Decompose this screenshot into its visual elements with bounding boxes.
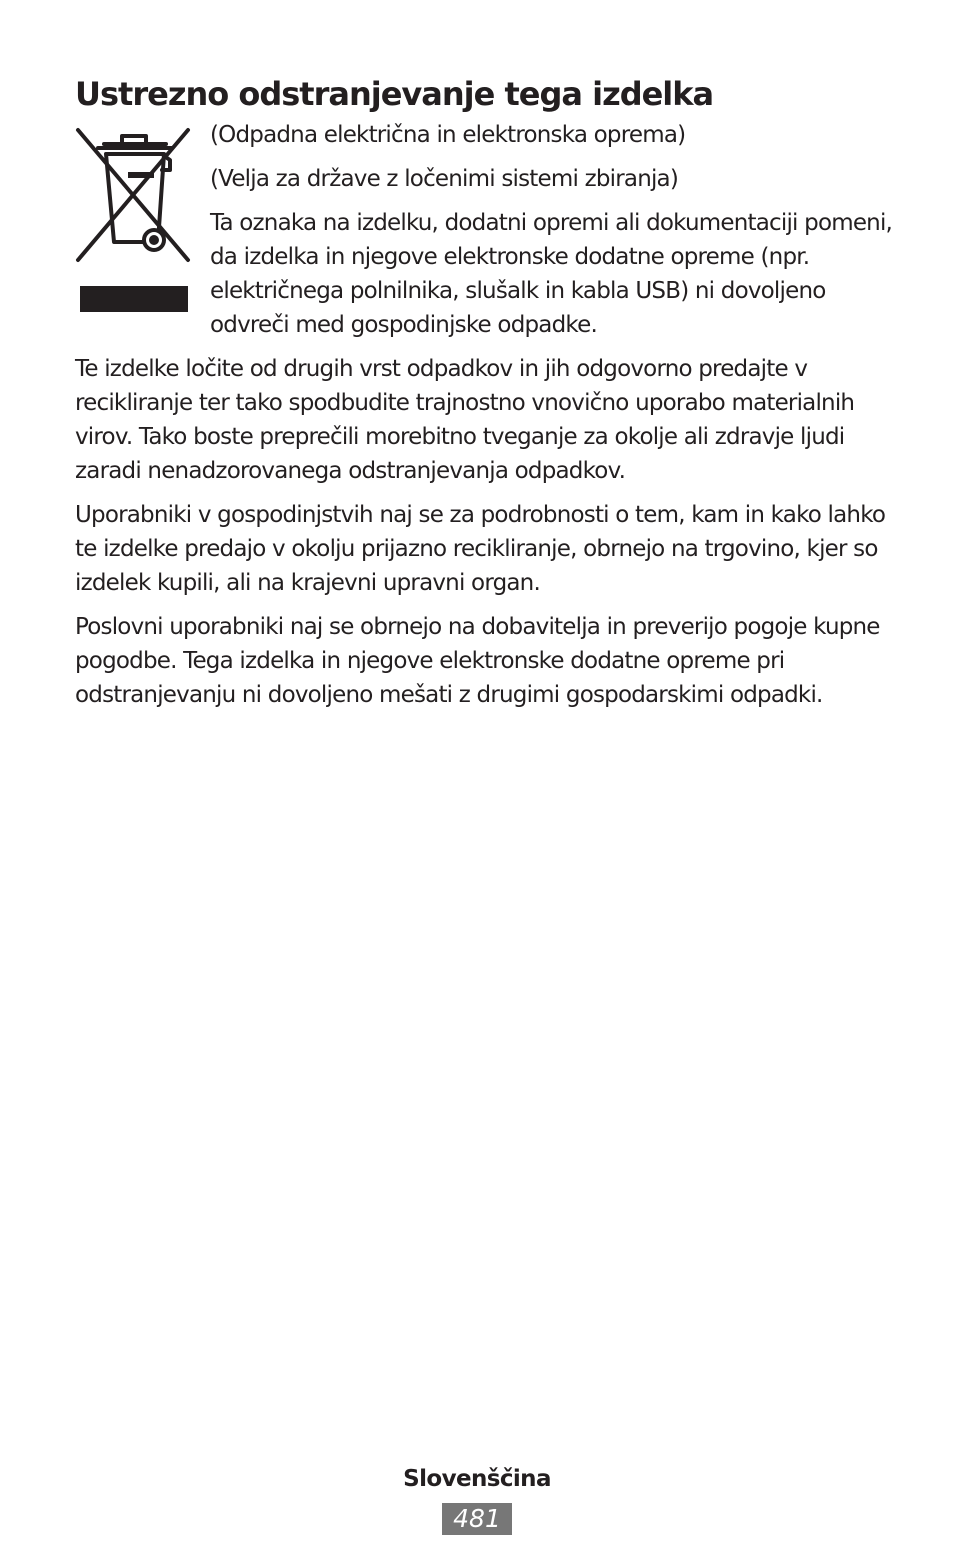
page-number-badge: 481 xyxy=(442,1503,512,1535)
paragraph: Uporabniki v gospodinjstvih naj se za podrobnosti o tem, kam in kako lahko te izdelke predajo v okolju prijazno recikliranje, obrnejo na trgovino, kjer so izdelek kupili, ali na krajevni upravni organ. xyxy=(75,502,886,596)
page-title: Ustrezno odstranjevanje tega izdelka xyxy=(75,75,714,113)
body-text xyxy=(75,352,905,722)
intro-line: Ta oznaka na izdelku, dodatni opremi ali dokumentaciji pomeni, da izdelka in njegove elektronske dodatne opreme (npr. električnega polnilnika, slušalk in kabla USB) ni dovoljeno odvreči med gospodinjske odpadke. xyxy=(210,210,893,338)
paragraph: Te izdelke ločite od drugih vrst odpadkov in jih odgovorno predajte v recikliranje ter tako spodbudite trajnostno vnovično uporabo materialnih virov. Tako boste preprečili morebitno tveganje za okolje ali zdravje ljudi zaradi nenadzorovanega odstranjevanja odpadkov. xyxy=(75,356,855,484)
crossed-out-wheelie-bin-icon xyxy=(74,124,192,266)
intro-text xyxy=(210,118,900,352)
intro-line: (Odpadna električna in elektronska oprema) xyxy=(210,122,686,148)
weee-marking-bar xyxy=(80,286,188,312)
intro-line: (Velja za države z ločenimi sistemi zbiranja) xyxy=(210,166,679,192)
paragraph: Poslovni uporabniki naj se obrnejo na dobavitelja in preverijo pogoje kupne pogodbe. Tega izdelka in njegove elektronske dodatne opreme pri odstranjevanju ni dovoljeno mešati z drugimi gospodarskimi odpadki. xyxy=(75,614,880,708)
footer-language: Slovenščina xyxy=(403,1466,551,1492)
